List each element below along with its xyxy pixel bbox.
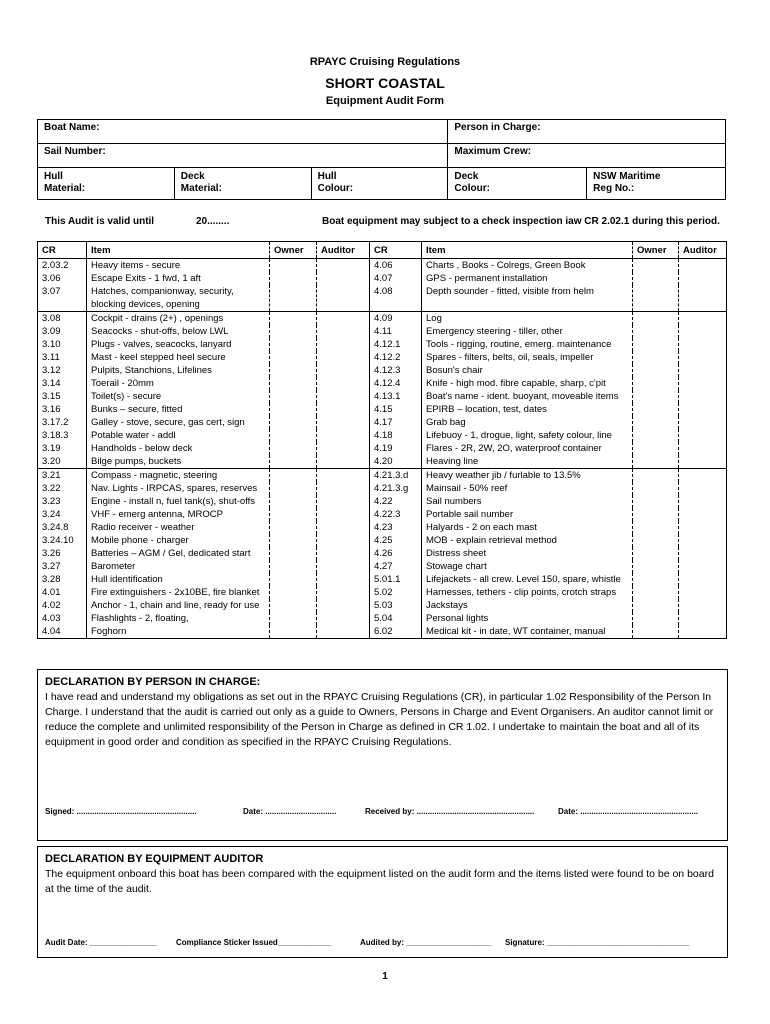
cr-code-right: 4.12.3 <box>370 364 422 377</box>
cr-code-right: 6.02 <box>370 625 422 639</box>
cr-code-left: 3.12 <box>38 364 87 377</box>
item-left: Bunks – secure, fitted <box>87 403 270 416</box>
table-row <box>38 547 727 560</box>
cr-code-left: 3.20 <box>38 455 87 469</box>
table-row <box>38 625 727 639</box>
owner-check-left[interactable] <box>270 429 317 442</box>
auditor-check-left[interactable] <box>317 625 370 639</box>
cr-code-left: 3.06 <box>38 272 87 285</box>
header-owner-left: Owner <box>270 242 317 259</box>
owner-check-right[interactable] <box>633 338 679 351</box>
auditor-check-left[interactable] <box>317 508 370 521</box>
item-left: Hatches, companionway, security, blocking devices, opening <box>87 285 270 312</box>
deck-colour-field[interactable]: Deck Colour: <box>448 168 587 200</box>
auditor-check-right[interactable] <box>679 469 727 483</box>
owner-check-left[interactable] <box>270 442 317 455</box>
cr-code-left: 4.03 <box>38 612 87 625</box>
owner-check-right[interactable] <box>633 285 679 312</box>
owner-check-left[interactable] <box>270 390 317 403</box>
auditor-check-right[interactable] <box>679 285 727 312</box>
owner-check-right[interactable] <box>633 351 679 364</box>
item-left: Seacocks - shut-offs, below LWL <box>87 325 270 338</box>
owner-check-left[interactable] <box>270 599 317 612</box>
item-right: Distress sheet <box>422 547 633 560</box>
auditor-check-left[interactable] <box>317 377 370 390</box>
auditor-check-left[interactable] <box>317 390 370 403</box>
item-right: Medical kit - in date, WT container, manual <box>422 625 633 639</box>
cr-code-right: 4.17 <box>370 416 422 429</box>
auditor-check-left[interactable] <box>317 285 370 312</box>
item-left: Foghorn <box>87 625 270 639</box>
table-row <box>38 325 727 338</box>
owner-check-left[interactable] <box>270 469 317 483</box>
audited-by-field[interactable]: Audited by: ___________________ <box>360 938 491 947</box>
item-right: Harnesses, tethers - clip points, crotch straps <box>422 586 633 599</box>
owner-check-left[interactable] <box>270 612 317 625</box>
table-row <box>38 586 727 599</box>
auditor-check-right[interactable] <box>679 416 727 429</box>
hull-colour-field[interactable]: Hull Colour: <box>311 168 448 200</box>
auditor-check-left[interactable] <box>317 259 370 273</box>
cr-code-left: 3.28 <box>38 573 87 586</box>
header-cr-left: CR <box>38 242 87 259</box>
auditor-check-left[interactable] <box>317 560 370 573</box>
cr-code-left: 4.02 <box>38 599 87 612</box>
cr-code-right: 4.12.1 <box>370 338 422 351</box>
auditor-check-right[interactable] <box>679 312 727 326</box>
auditor-check-right[interactable] <box>679 599 727 612</box>
auditor-check-left[interactable] <box>317 351 370 364</box>
owner-check-right[interactable] <box>633 390 679 403</box>
item-left: Plugs - valves, seacocks, lanyard <box>87 338 270 351</box>
table-row <box>38 599 727 612</box>
cr-code-right: 4.06 <box>370 259 422 273</box>
cr-code-right: 4.25 <box>370 534 422 547</box>
owner-check-left[interactable] <box>270 416 317 429</box>
cr-code-left: 3.27 <box>38 560 87 573</box>
cr-code-right: 4.19 <box>370 442 422 455</box>
auditor-check-left[interactable] <box>317 455 370 469</box>
audit-date-field[interactable]: Audit Date: _______________ <box>45 938 157 947</box>
auditor-declaration-text: The equipment onboard this boat has been compared with the equipment listed on the audit form and the items listed were found to be on board at the time of the audit. <box>45 868 714 895</box>
cr-code-left: 3.09 <box>38 325 87 338</box>
auditor-check-right[interactable] <box>679 612 727 625</box>
owner-check-right[interactable] <box>633 547 679 560</box>
cr-code-left: 3.24.8 <box>38 521 87 534</box>
item-left: Potable water - addl <box>87 429 270 442</box>
cr-code-right: 5.03 <box>370 599 422 612</box>
table-row <box>38 442 727 455</box>
item-left: Barometer <box>87 560 270 573</box>
cr-code-left: 3.11 <box>38 351 87 364</box>
table-row <box>38 455 727 469</box>
item-right: Grab bag <box>422 416 633 429</box>
item-right: Boat's name - ident. buoyant, moveable items <box>422 390 633 403</box>
auditor-check-left[interactable] <box>317 403 370 416</box>
table-row <box>38 612 727 625</box>
owner-check-left[interactable] <box>270 377 317 390</box>
item-left: Galley - stove, secure, gas cert, sign <box>87 416 270 429</box>
table-row <box>38 429 727 442</box>
item-right: Bosun's chair <box>422 364 633 377</box>
item-left: Handholds - below deck <box>87 442 270 455</box>
auditor-check-left[interactable] <box>317 573 370 586</box>
owner-check-right[interactable] <box>633 312 679 326</box>
table-row <box>38 403 727 416</box>
auditor-check-left[interactable] <box>317 547 370 560</box>
auditor-check-right[interactable] <box>679 377 727 390</box>
auditor-check-right[interactable] <box>679 482 727 495</box>
cr-code-right: 4.27 <box>370 560 422 573</box>
cr-code-left: 3.16 <box>38 403 87 416</box>
owner-check-right[interactable] <box>633 455 679 469</box>
auditor-check-right[interactable] <box>679 573 727 586</box>
owner-check-right[interactable] <box>633 469 679 483</box>
cr-code-right: 4.11 <box>370 325 422 338</box>
auditor-check-left[interactable] <box>317 612 370 625</box>
item-left: Bilge pumps, buckets <box>87 455 270 469</box>
cr-code-right: 5.01.1 <box>370 573 422 586</box>
auditor-check-right[interactable] <box>679 338 727 351</box>
auditor-check-right[interactable] <box>679 325 727 338</box>
auditor-check-left[interactable] <box>317 416 370 429</box>
item-left: Mast - keel stepped heel secure <box>87 351 270 364</box>
person-in-charge-declaration <box>37 669 728 841</box>
equipment-table-header <box>38 242 727 259</box>
item-right: Mainsail - 50% reef <box>422 482 633 495</box>
cr-code-right: 4.26 <box>370 547 422 560</box>
hull-material-field[interactable]: Hull Material: <box>38 168 175 200</box>
table-row <box>38 416 727 429</box>
page-number: 1 <box>382 971 388 982</box>
item-right: Stowage chart <box>422 560 633 573</box>
cr-code-left: 3.14 <box>38 377 87 390</box>
item-left: VHF - emerg antenna, MROCP <box>87 508 270 521</box>
pic-declaration-text: I have read and understand my obligations as set out in the RPAYC Cruising Regulations (CR), in particular 1.02 Responsibility of the Person In Charge. I understand that the audit is carried out only as a guide to Owners, Persons in Charge and Event Organisers. An auditor cannot limit or reduce the complete and unlimited responsibility of the Person in Charge as defined in CR 1.02. I undertake to maintain the boat and all of its equipment in good order and condition as specified in the RPAYC Cruising Regulations. <box>45 691 714 748</box>
cr-code-right: 4.21.3.g <box>370 482 422 495</box>
auditor-check-right[interactable] <box>679 442 727 455</box>
cr-code-left: 3.07 <box>38 285 87 312</box>
auditor-declaration-title: DECLARATION BY EQUIPMENT AUDITOR <box>45 853 264 865</box>
item-left: Toerail - 20mm <box>87 377 270 390</box>
cr-code-right: 5.04 <box>370 612 422 625</box>
table-row <box>38 482 727 495</box>
auditor-check-right[interactable] <box>679 560 727 573</box>
table-row <box>38 560 727 573</box>
cr-code-right: 4.08 <box>370 285 422 312</box>
owner-check-right[interactable] <box>633 560 679 573</box>
table-row <box>38 312 727 326</box>
cr-code-left: 3.18.3 <box>38 429 87 442</box>
item-right: Halyards - 2 on each mast <box>422 521 633 534</box>
owner-check-left[interactable] <box>270 495 317 508</box>
owner-check-right[interactable] <box>633 325 679 338</box>
nsw-maritime-reg-field[interactable]: NSW Maritime Reg No.: <box>587 168 726 200</box>
equipment-auditor-declaration <box>37 846 728 958</box>
item-right: Depth sounder - fitted, visible from helm <box>422 285 633 312</box>
item-right: Heaving line <box>422 455 633 469</box>
auditor-check-left[interactable] <box>317 272 370 285</box>
item-right: Lifebuoy - 1, drogue, light, safety colour, line <box>422 429 633 442</box>
item-right: Tools - rigging, routine, emerg. maintenance <box>422 338 633 351</box>
auditor-check-left[interactable] <box>317 429 370 442</box>
auditor-check-right[interactable] <box>679 508 727 521</box>
equipment-table <box>37 241 727 639</box>
owner-check-right[interactable] <box>633 508 679 521</box>
cr-code-left: 3.24.10 <box>38 534 87 547</box>
auditor-check-left[interactable] <box>317 521 370 534</box>
person-in-charge-field[interactable]: Person in Charge: <box>448 120 726 144</box>
owner-check-right[interactable] <box>633 521 679 534</box>
owner-check-left[interactable] <box>270 312 317 326</box>
owner-check-left[interactable] <box>270 586 317 599</box>
auditor-check-right[interactable] <box>679 586 727 599</box>
auditor-signature-field[interactable]: Signature: ________________________________ <box>505 938 690 947</box>
cr-code-right: 4.09 <box>370 312 422 326</box>
boat-name-field[interactable]: Boat Name: <box>38 120 448 144</box>
cr-code-right: 4.12.2 <box>370 351 422 364</box>
cr-code-right: 4.21.3.d <box>370 469 422 483</box>
owner-check-left[interactable] <box>270 285 317 312</box>
table-row <box>38 338 727 351</box>
item-left: Radio receiver - weather <box>87 521 270 534</box>
table-row <box>38 508 727 521</box>
item-left: Compass - magnetic, steering <box>87 469 270 483</box>
owner-check-left[interactable] <box>270 625 317 639</box>
item-left: Fire extinguishers - 2x10BE, fire blanket <box>87 586 270 599</box>
cr-code-right: 4.20 <box>370 455 422 469</box>
item-right: GPS - permanent installation <box>422 272 633 285</box>
owner-check-right[interactable] <box>633 416 679 429</box>
owner-check-right[interactable] <box>633 612 679 625</box>
owner-check-left[interactable] <box>270 259 317 273</box>
auditor-check-right[interactable] <box>679 495 727 508</box>
auditor-check-right[interactable] <box>679 625 727 639</box>
valid-year-field[interactable]: 20........ <box>196 216 230 227</box>
item-right: Personal lights <box>422 612 633 625</box>
item-left: Hull identification <box>87 573 270 586</box>
table-row <box>38 521 727 534</box>
pic-declaration-title: DECLARATION BY PERSON IN CHARGE: <box>45 676 261 688</box>
table-row <box>38 390 727 403</box>
cr-code-left: 3.17.2 <box>38 416 87 429</box>
cr-code-left: 3.24 <box>38 508 87 521</box>
owner-check-left[interactable] <box>270 482 317 495</box>
auditor-check-right[interactable] <box>679 390 727 403</box>
auditor-check-left[interactable] <box>317 338 370 351</box>
auditor-check-right[interactable] <box>679 455 727 469</box>
owner-check-right[interactable] <box>633 625 679 639</box>
received-date-field[interactable]: Date: ..................................................... <box>558 807 699 816</box>
cr-code-left: 3.19 <box>38 442 87 455</box>
owner-check-left[interactable] <box>270 534 317 547</box>
owner-check-right[interactable] <box>633 364 679 377</box>
deck-material-field[interactable]: Deck Material: <box>174 168 311 200</box>
item-left: Mobile phone - charger <box>87 534 270 547</box>
table-row <box>38 469 727 483</box>
item-left: Anchor - 1, chain and line, ready for use <box>87 599 270 612</box>
cr-code-right: 4.22 <box>370 495 422 508</box>
item-right: EPIRB – location, test, dates <box>422 403 633 416</box>
item-right: Lifejackets - all crew. Level 150, spare, whistle <box>422 573 633 586</box>
cr-code-right: 4.13.1 <box>370 390 422 403</box>
table-row <box>38 534 727 547</box>
item-right: Emergency steering - tiller, other <box>422 325 633 338</box>
auditor-check-left[interactable] <box>317 312 370 326</box>
owner-check-right[interactable] <box>633 495 679 508</box>
auditor-check-right[interactable] <box>679 429 727 442</box>
item-right: Knife - high mod. fibre capable, sharp, c'pit <box>422 377 633 390</box>
auditor-check-right[interactable] <box>679 521 727 534</box>
owner-check-left[interactable] <box>270 325 317 338</box>
auditor-check-left[interactable] <box>317 364 370 377</box>
owner-check-right[interactable] <box>633 599 679 612</box>
table-row <box>38 377 727 390</box>
cr-code-right: 4.22.3 <box>370 508 422 521</box>
auditor-check-left[interactable] <box>317 482 370 495</box>
item-left: Escape Exits - 1 fwd, 1 aft <box>87 272 270 285</box>
item-left: Flashlights - 2, floating, <box>87 612 270 625</box>
valid-until-label: This Audit is valid until <box>45 216 155 227</box>
header-auditor-right: Auditor <box>679 242 727 259</box>
cr-code-left: 3.23 <box>38 495 87 508</box>
owner-check-right[interactable] <box>633 573 679 586</box>
owner-check-left[interactable] <box>270 521 317 534</box>
item-right: Jackstays <box>422 599 633 612</box>
owner-check-left[interactable] <box>270 351 317 364</box>
cr-code-right: 4.07 <box>370 272 422 285</box>
cr-code-left: 3.15 <box>38 390 87 403</box>
table-row <box>38 259 727 273</box>
item-right: Portable sail number <box>422 508 633 521</box>
owner-check-right[interactable] <box>633 272 679 285</box>
cr-code-right: 4.15 <box>370 403 422 416</box>
owner-check-left[interactable] <box>270 403 317 416</box>
table-row <box>38 573 727 586</box>
org-heading: RPAYC Cruising Regulations <box>309 56 461 68</box>
item-right: Flares - 2R, 2W, 2O, waterproof container <box>422 442 633 455</box>
table-row <box>38 272 727 285</box>
owner-check-left[interactable] <box>270 455 317 469</box>
owner-check-left[interactable] <box>270 272 317 285</box>
cr-code-left: 3.21 <box>38 469 87 483</box>
auditor-check-left[interactable] <box>317 586 370 599</box>
owner-check-right[interactable] <box>633 534 679 547</box>
auditor-check-left[interactable] <box>317 325 370 338</box>
owner-check-right[interactable] <box>633 442 679 455</box>
header-item-left: Item <box>87 242 270 259</box>
owner-check-left[interactable] <box>270 364 317 377</box>
received-by-field[interactable]: Received by: ..................................................... <box>365 807 535 816</box>
owner-check-left[interactable] <box>270 338 317 351</box>
auditor-check-left[interactable] <box>317 469 370 483</box>
owner-check-right[interactable] <box>633 403 679 416</box>
header-cr-right: CR <box>370 242 422 259</box>
item-left: Nav. Lights - IRPCAS, spares, reserves <box>87 482 270 495</box>
item-right: Log <box>422 312 633 326</box>
auditor-check-right[interactable] <box>679 351 727 364</box>
cr-code-right: 4.18 <box>370 429 422 442</box>
auditor-check-right[interactable] <box>679 547 727 560</box>
cr-code-left: 3.08 <box>38 312 87 326</box>
cr-code-right: 4.12.4 <box>370 377 422 390</box>
cr-code-left: 3.26 <box>38 547 87 560</box>
cr-code-left: 4.01 <box>38 586 87 599</box>
item-left: Cockpit - drains (2+) , openings <box>87 312 270 326</box>
owner-check-left[interactable] <box>270 560 317 573</box>
owner-check-right[interactable] <box>633 377 679 390</box>
auditor-check-right[interactable] <box>679 534 727 547</box>
cr-code-left: 3.10 <box>38 338 87 351</box>
auditor-check-left[interactable] <box>317 442 370 455</box>
cr-code-right: 5.02 <box>370 586 422 599</box>
cr-code-left: 2.03.2 <box>38 259 87 273</box>
item-left: Batteries – AGM / Gel, dedicated start <box>87 547 270 560</box>
header-owner-right: Owner <box>633 242 679 259</box>
auditor-check-right[interactable] <box>679 364 727 377</box>
header-item-right: Item <box>422 242 633 259</box>
owner-check-left[interactable] <box>270 508 317 521</box>
auditor-check-left[interactable] <box>317 495 370 508</box>
cr-code-right: 4.23 <box>370 521 422 534</box>
table-row <box>38 285 727 312</box>
item-left: Pulpits, Stanchions, Lifelines <box>87 364 270 377</box>
header-auditor-left: Auditor <box>317 242 370 259</box>
cr-code-left: 4.04 <box>38 625 87 639</box>
check-inspection-note: Boat equipment may subject to a check inspection iaw CR 2.02.1 during this period. <box>322 216 720 227</box>
item-right: Charts , Books - Colregs, Green Book <box>422 259 633 273</box>
boat-info-table <box>37 119 726 200</box>
item-right: MOB - explain retrieval method <box>422 534 633 547</box>
owner-check-left[interactable] <box>270 573 317 586</box>
owner-check-right[interactable] <box>633 429 679 442</box>
table-row <box>38 364 727 377</box>
maximum-crew-field[interactable]: Maximum Crew: <box>448 144 726 168</box>
table-row <box>38 495 727 508</box>
owner-check-right[interactable] <box>633 586 679 599</box>
auditor-check-right[interactable] <box>679 259 727 273</box>
auditor-check-left[interactable] <box>317 599 370 612</box>
auditor-check-right[interactable] <box>679 403 727 416</box>
auditor-check-right[interactable] <box>679 272 727 285</box>
cr-code-left: 3.22 <box>38 482 87 495</box>
compliance-sticker-field[interactable]: Compliance Sticker Issued____________ <box>176 938 332 947</box>
owner-check-right[interactable] <box>633 259 679 273</box>
pic-date-field[interactable]: Date: ................................ <box>243 807 337 816</box>
item-right: Sail numbers <box>422 495 633 508</box>
item-left: Engine - install n, fuel tank(s), shut-offs <box>87 495 270 508</box>
item-left: Toilet(s) - secure <box>87 390 270 403</box>
table-row <box>38 351 727 364</box>
sail-number-field[interactable]: Sail Number: <box>38 144 448 168</box>
pic-signed-field[interactable]: Signed: ...................................................... <box>45 807 197 816</box>
form-subtitle: Equipment Audit Form <box>325 95 445 107</box>
owner-check-right[interactable] <box>633 482 679 495</box>
owner-check-left[interactable] <box>270 547 317 560</box>
item-right: Heavy weather jib / furlable to 13.5% <box>422 469 633 483</box>
form-title: SHORT COASTAL <box>325 75 445 91</box>
auditor-check-left[interactable] <box>317 534 370 547</box>
item-right: Spares - filters, belts, oil, seals, impeller <box>422 351 633 364</box>
item-left: Heavy items - secure <box>87 259 270 273</box>
